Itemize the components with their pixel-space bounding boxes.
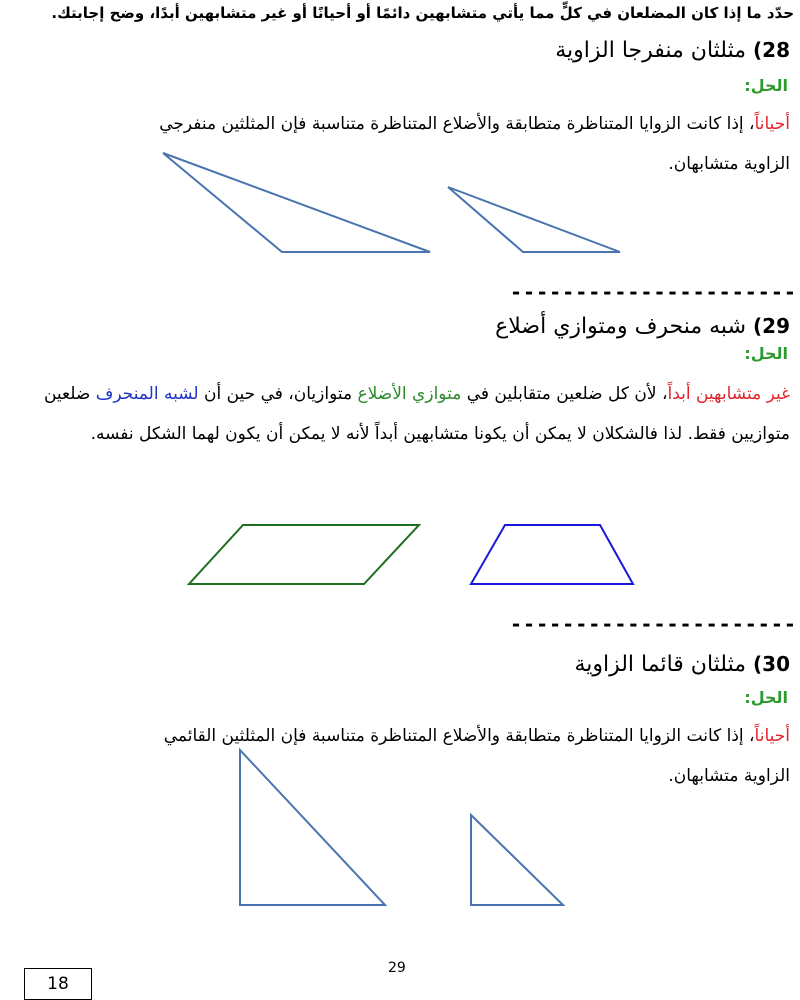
answer-28-line1: أحياناً، إذا كانت الزوايا المتناظرة متطابقة والأضلاع المتناظرة متناسبة فإن المثلثين منفرجي <box>159 114 790 134</box>
solution-label-30: الحل: <box>744 688 788 707</box>
answer-30-line1: أحياناً، إذا كانت الزوايا المتناظرة متطابقة والأضلاع المتناظرة متناسبة فإن المثلثين القائمي <box>163 726 790 746</box>
question-28-number: 28) <box>753 38 790 62</box>
solution-label-28: الحل: <box>744 76 788 95</box>
question-28-text: مثلثان منفرجا الزاوية <box>555 38 747 63</box>
page-box-number: 18 <box>24 968 92 1000</box>
answer-30 <box>10 716 790 796</box>
question-30-title <box>574 652 790 677</box>
answer-30-word: أحياناً <box>754 726 790 746</box>
answer-28-line2: الزاوية متشابهان. <box>668 154 790 174</box>
right-triangle-small <box>471 815 563 905</box>
question-29-number: 29) <box>753 314 790 338</box>
page-number: 29 <box>388 960 406 976</box>
instruction-text: حدّد ما إذا كان المضلعان في كلٍّ مما يأتي متشابهين دائمًا أو أحيانًا أو غير متشابهين أبدًا، وضح إجابتك. <box>51 4 794 22</box>
answer-29: غير متشابهين أبداً، لأن كل ضلعين متقابلين في متوازي الأضلاع متوازيان، في حين أن لشبه المنحرف ضلعين متوازيين فقط. لذا فالشكلان لا يمكن أن يكونا متشابهين أبداً لأنه لا يمكن أن يكون لهما الشكل نفسه. <box>43 384 790 444</box>
obtuse-triangle-small <box>448 187 620 252</box>
question-30-text: مثلثان قائما الزاوية <box>574 652 747 677</box>
term-parallelogram: متوازي الأضلاع <box>357 384 462 404</box>
answer-30-line2: الزاوية متشابهان. <box>668 766 790 786</box>
parallelogram-shape <box>189 525 419 584</box>
solution-label-29: الحل: <box>744 344 788 363</box>
question-29-text: شبه منحرف ومتوازي أضلاع <box>495 314 747 339</box>
question-29-title <box>495 314 790 339</box>
separator-line-1: ---------------------- <box>510 280 797 304</box>
trapezoid-shape <box>471 525 633 584</box>
question-30-number: 30) <box>753 652 790 676</box>
answer-28-word: أحياناً <box>754 114 790 134</box>
answer-29-word: غير متشابهين أبداً <box>667 384 790 404</box>
separator-line-2: ---------------------- <box>510 612 797 636</box>
obtuse-triangle-large <box>163 153 430 252</box>
term-trapezoid-b: المنحرف <box>95 384 159 404</box>
term-trapezoid: لشبه <box>163 384 199 404</box>
